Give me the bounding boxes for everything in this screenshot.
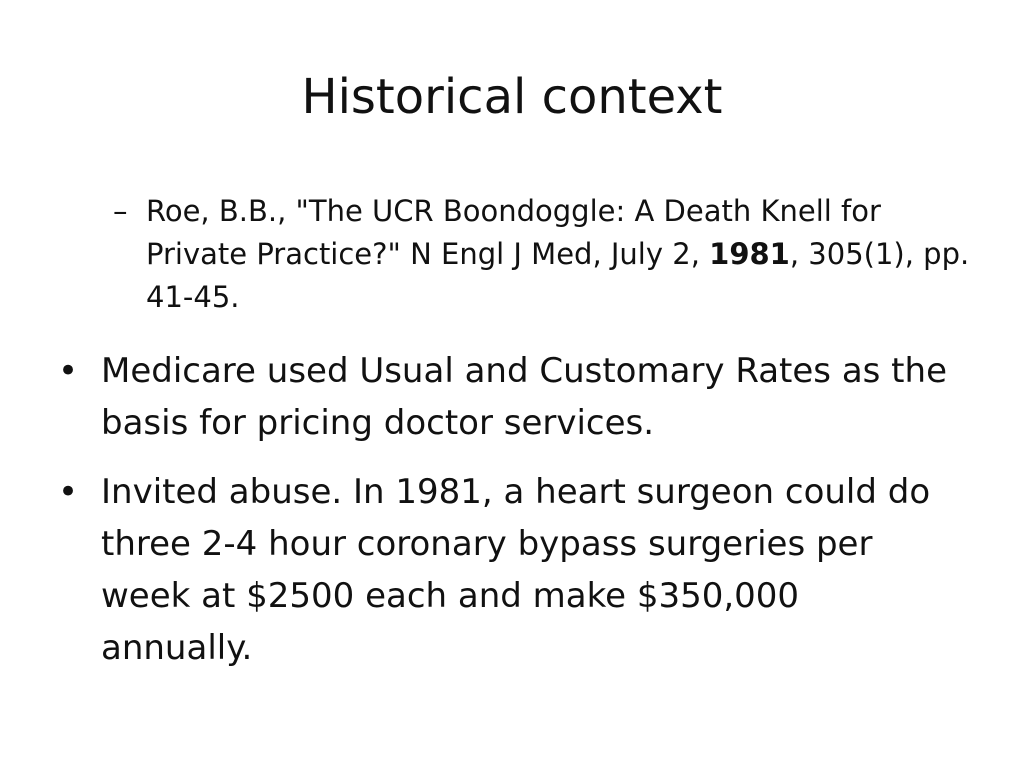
- bullet-text: Medicare used Usual and Customary Rates as the basis for pricing doctor services.: [101, 351, 947, 443]
- reference-text-before: Roe, B.B., "The UCR Boondoggle: A Death Knell for Private Practice?" N Engl J Med, July 2,: [146, 194, 881, 271]
- reference-text-after: , 305(1), pp. 41-45.: [146, 237, 970, 314]
- bullet-text: Invited abuse. In 1981, a heart surgeon could do three 2-4 hour coronary bypass surgeries per week at $2500 each and make $350,000 annually.: [101, 472, 931, 668]
- bullet-marker: •: [58, 351, 79, 391]
- dash-marker: –: [113, 194, 128, 228]
- slide-title: Historical context: [301, 69, 723, 125]
- reference-text: [146, 190, 973, 319]
- bullet-item: [58, 345, 958, 449]
- reference-citation: [113, 190, 973, 319]
- reference-year: 1981: [709, 237, 790, 271]
- bullet-item: [58, 466, 958, 674]
- bullet-marker: •: [58, 472, 79, 512]
